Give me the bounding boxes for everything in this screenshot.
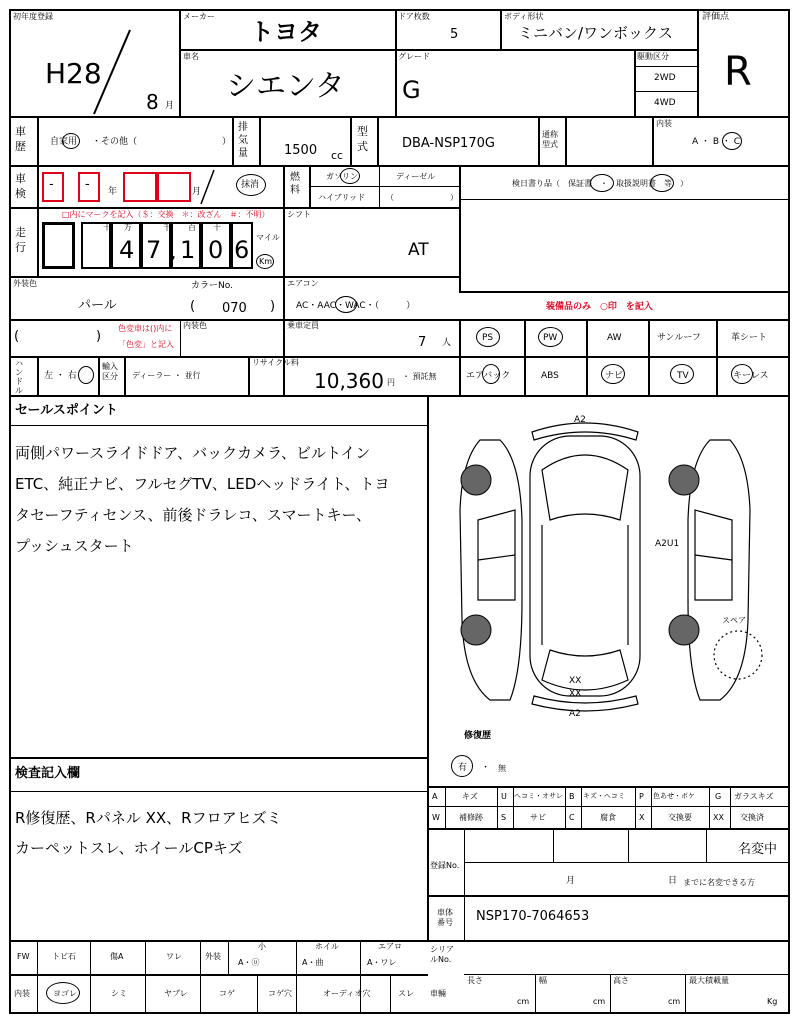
fw-chip: トビ石 [52, 952, 76, 961]
circle-mark [451, 755, 473, 777]
legend-code: W [432, 813, 440, 822]
mileage-digit: 0 [208, 236, 224, 264]
equip-navi: ナビ [605, 371, 624, 381]
interior-grades: A ・ B ・ C [692, 137, 741, 147]
body-type: ミニバン/ワンボックス [518, 24, 673, 42]
km-unit: Km [259, 257, 273, 266]
int-tear: ヤブレ [164, 989, 188, 998]
fuel-gasoline: ガソリン [326, 172, 358, 181]
damage-right: A2U1 [655, 539, 680, 549]
mileage-digit: 7 [146, 236, 162, 264]
interior-grade-label: 内装 [656, 119, 672, 128]
chassis-number: NSP170-7064653 [476, 909, 590, 924]
circle-mark [650, 174, 674, 192]
legend-text: 交換済 [740, 813, 764, 822]
legend-text: 色あせ・ボケ [653, 792, 695, 800]
equip-ps: PS [482, 333, 494, 343]
color-no-label: カラーNo. [191, 281, 233, 291]
circle-mark [236, 174, 266, 196]
grade-label: グレード [398, 52, 430, 61]
cm-unit: cm [593, 997, 606, 1006]
paint-note-1: 色変車は()内に [118, 324, 173, 333]
fuel-hybrid: ハイブリッド [318, 193, 366, 202]
check-line: R修復歴、Rパネル XX、Rフロアヒズミ [15, 809, 282, 827]
exterior-color-label: 外装色 [13, 279, 37, 288]
equip-airbag: エアバック [466, 371, 511, 381]
drive-label: 駆動区分 [637, 52, 669, 61]
handle-label: ハンドル [15, 359, 23, 395]
kg-unit: Kg [767, 997, 778, 1006]
int-dirt: ヨゴレ [53, 989, 77, 998]
body-label: ボディ形状 [504, 12, 544, 21]
auction-sheet: 初年度登録 H28 8 月 メーカー トヨタ ドア枚数 5 ボディ形状 ミニバン/ワンボックス 評価点 R 車名 シエンタ グレード G 駆動区分 2WD 4WD 車歴 自家用 ・その他（ ） 排気量 1500 cc 型式 DBA-NSP170G 通称型式 内装 A ・ B ・ C 車検 - - 年 月 抹消 燃料 ガソリン ディーゼル ハイブリッド （ ） 検日書り品（ 保証書 ・ 取扱説明書 等 ） 走行 □内にマークを記入（＄：交換 ＊：改ざん ＃：不明） 十 万 千 百 十 4 7 1 0 6 , マイル Km シフト AT 外装色 パール カラーNo. ( 070 ) エアコン AC・AAC・WAC・（ ） 装備品のみ ○印 を記入 ( ) 色変車は()内に 「色変」と記入 内装色 乗車定員 7 人 PS PW AW サンルーフ 革シート エアバック ABS ナビ TV キーレス ハンドル 左 ・ 右 輸入区分 ディーラー ・ 並行 リサイクル料 10,360 円 ・ 預託無 セールスポイント 両側パワースライドドア、バックカメラ、ビルトイン ETC、純正ナビ、フルセグTV、LEDヘッドライト、トヨ タセーフティセンス、前後ドラレコ、スマートキー、 プッシュスタート A2 A2U1 スペア XX XX A2 修復歴 有 ・ 無 検査記入欄 R修復歴、Rパネル XX、Rフロアヒズミ カーペットスレ、ホイールCPキズ A キズ U ヘコミ・オサレ B キズ・ヘコミ P 色あせ・ボケ G ガラスキズ W 補修跡 S サビ C 腐食 X 交換要 XX 交換済 登録No. 名変中 月 日 までに名変できる方 車体番号 NSP170-7064653 FW トビ石 傷A ワレ 外装 小 A・ⓤ ホイル A・曲 エアロ A・ワレ 内装 ヨゴレ シミ ヤブレ コゲ コゲ穴 オーディオ穴 スレ シリアルNo. 車輛 長さ cm 幅 cm 高さ cm 最大積載量 Kg [0, 0, 800, 1024]
int-wear: スレ [398, 989, 414, 998]
unit-juu: 十 [213, 223, 221, 232]
size-width: 幅 [539, 976, 547, 985]
legend-code: S [501, 813, 507, 822]
legend-text: 交換要 [668, 813, 692, 822]
repair-yes: 有 [458, 763, 468, 773]
doors: 5 [450, 27, 459, 42]
name-label: 車名 [183, 52, 199, 61]
mile-unit: マイル [256, 233, 280, 242]
import-value: ディーラー ・ 並行 [132, 371, 201, 380]
spare-label: スペア [722, 616, 746, 625]
circle-mark [590, 174, 614, 192]
circle-mark [335, 296, 357, 313]
equip-abs: ABS [541, 371, 559, 381]
grade-eval-label: 評価点 [702, 12, 730, 22]
cm-unit: cm [668, 997, 681, 1006]
legend-code: B [569, 792, 575, 801]
size-length: 長さ [467, 976, 483, 985]
maker: トヨタ [250, 18, 322, 46]
displacement: 1500 [284, 143, 318, 158]
check-title: 検査記入欄 [15, 766, 81, 781]
paint-note-2: 「色変」と記入 [118, 340, 174, 349]
equip-keyless: キーレス [733, 371, 769, 381]
serial-label: シリアルNo. [430, 945, 454, 964]
aero-values: A・ワレ [367, 958, 397, 967]
maker-label: メーカー [183, 12, 215, 21]
circle-mark [476, 327, 500, 347]
unit-man: 万 [124, 223, 132, 232]
car-diagram [430, 400, 788, 720]
equip-pw: PW [543, 333, 558, 343]
circle-mark [731, 364, 753, 384]
recycle-label: リサイクル料 [252, 358, 299, 367]
legend-text: キズ・ヘコミ [583, 792, 625, 800]
circle-mark [256, 254, 274, 269]
exterior-small: 小 [258, 942, 266, 951]
legend-code: G [715, 792, 722, 801]
legend-code: X [639, 813, 645, 822]
month-unit: 月 [165, 101, 175, 111]
legend-text: ヘコミ・オサレ [514, 792, 563, 800]
first-reg-month: 8 [146, 90, 159, 114]
damage-front: A2 [574, 415, 586, 425]
exterior-small-label: 外装 [205, 952, 221, 961]
circle-mark [78, 366, 94, 384]
capacity-unit: 人 [442, 338, 452, 348]
capacity: 7 [418, 335, 427, 350]
doors-label: ドア枚数 [398, 12, 430, 21]
mileage-digit: 6 [234, 236, 250, 264]
sales-title: セールスポイント [15, 403, 118, 418]
reg-no-label: 登録No. [430, 861, 460, 870]
repair-no: 無 [498, 764, 506, 773]
legend-text: キズ [462, 792, 478, 801]
int-burn-hole: コゲ穴 [268, 989, 292, 998]
circle-mark [46, 982, 80, 1004]
legend-code: A [432, 792, 438, 801]
inspection-year-unit: 年 [108, 187, 118, 197]
mileage-note: □内にマークを記入（＄：交換 ＊：改ざん ＃：不明） [62, 210, 270, 219]
damage-rear-1: XX [569, 676, 582, 686]
unit-10man: 十 [103, 223, 111, 232]
interior-color-label: 内装色 [183, 321, 207, 330]
first-reg-year: H28 [45, 57, 102, 90]
circle-mark [62, 133, 80, 149]
circle-mark [601, 364, 625, 384]
displacement-unit: cc [331, 149, 344, 162]
color-no: 070 [222, 301, 247, 316]
circle-mark [538, 327, 563, 347]
size-height: 高さ [613, 976, 629, 985]
recycle-yen: 円 [387, 378, 395, 387]
car-name: シエンタ [226, 69, 345, 104]
circle-mark [670, 364, 694, 384]
drive-4wd: 4WD [654, 98, 676, 108]
int-burn: コゲ [219, 989, 235, 998]
legend-code: XX [713, 813, 724, 822]
fuel-label: 燃料 [290, 172, 300, 196]
legend-text: サビ [530, 813, 546, 822]
wheel-label: ホイル [315, 942, 339, 951]
drive-2wd: 2WD [654, 73, 676, 83]
usage-close: ） [222, 137, 232, 147]
shift-value: AT [408, 240, 429, 260]
size-label: 車輛 [430, 989, 446, 998]
cm-unit: cm [517, 997, 530, 1006]
model-code: DBA-NSP170G [402, 136, 495, 151]
grade: G [402, 76, 421, 104]
legend-code: U [501, 792, 507, 801]
aero-label: エアロ [378, 942, 402, 951]
handle-value: 左 ・ 右 [44, 371, 77, 381]
equip-tv: TV [677, 371, 689, 381]
reg-month: 月 [566, 876, 576, 886]
legend-code: P [639, 792, 644, 801]
shift-label: シフト [287, 210, 311, 219]
first-reg-label: 初年度登録 [13, 12, 53, 21]
inspection-none: 抹消 [241, 180, 260, 190]
int-stain: シミ [111, 989, 127, 998]
unit-hyaku: 百 [188, 223, 196, 232]
ac-options: AC・AAC・WAC・（ ） [296, 301, 416, 311]
fuel-other: （ [386, 193, 394, 202]
reg-deadline: までに名変できる方 [683, 878, 755, 887]
wheel-values: A・曲 [302, 958, 324, 967]
equip-sunroof: サンルーフ [657, 333, 701, 343]
legend-text: 補修跡 [459, 813, 483, 822]
repair-history-label: 修復歴 [464, 731, 492, 741]
sales-line: 両側パワースライドドア、バックカメラ、ビルトイン [15, 444, 371, 462]
fw-crack: ワレ [166, 952, 182, 961]
sales-line: プッシュスタート [15, 537, 134, 555]
equipment-title: 装備品のみ ○印 を記入 [546, 302, 653, 312]
inspection-month-unit: 月 [192, 187, 202, 197]
sales-line: ETC、純正ナビ、フルセグTV、LEDヘッドライト、トヨ [15, 475, 390, 493]
equip-aw: AW [607, 333, 622, 343]
capacity-label: 乗車定員 [287, 321, 319, 330]
exterior-color: パール [78, 298, 117, 313]
ac-label: エアコン [287, 279, 319, 288]
legend-text: ガラスキズ [734, 792, 774, 801]
grade-eval: R [724, 49, 752, 95]
recycle-deposit: ・ 預託無 [402, 372, 437, 381]
import-label: 輸入区分 [102, 362, 118, 381]
damage-rear-2: XX [569, 689, 582, 699]
circle-mark [722, 132, 742, 150]
usage-private: 自家用 [50, 137, 78, 147]
check-line: カーペットスレ、ホイールCPキズ [15, 839, 243, 857]
common-model-label: 通称型式 [542, 130, 558, 149]
legend-code: C [569, 813, 575, 822]
equip-leather: 革シート [731, 333, 768, 343]
int-label: 内装 [14, 989, 30, 998]
displacement-label: 排気量 [238, 122, 248, 159]
legend-text: 腐食 [600, 813, 616, 822]
usage-other: ・その他（ [92, 137, 138, 147]
year-slash [90, 28, 135, 116]
mileage-label: 走行 [15, 226, 26, 254]
circle-mark [482, 364, 500, 384]
int-audio-hole: オーディオ穴 [323, 989, 371, 998]
reg-day: 日 [668, 876, 678, 886]
circle-mark [340, 168, 360, 184]
recycle-fee: 10,360 [314, 369, 384, 393]
fuel-diesel: ディーゼル [396, 172, 436, 181]
fw-label: FW [17, 952, 30, 961]
sales-line: タセーフティセンス、前後ドラレコ、スマートキー、 [15, 506, 371, 524]
chassis-label: 車体番号 [437, 908, 453, 927]
model-label: 型式 [357, 125, 368, 153]
inspection-label: 車検 [15, 172, 26, 200]
max-load: 最大積載量 [689, 976, 729, 985]
unit-sen: 千 [163, 223, 171, 232]
mileage-digit: 1 [180, 236, 196, 264]
exterior-small-values: A・ⓤ [238, 958, 260, 967]
accessory-docs: 検日書り品（ 保証書 ・ 取扱説明書 等 ） [512, 179, 688, 188]
name-change: 名変中 [738, 842, 778, 857]
mileage-digit: 4 [119, 236, 135, 264]
history-label: 車歴 [15, 125, 26, 153]
damage-rear-3: A2 [569, 709, 581, 719]
fw-scratch: 傷A [110, 952, 124, 961]
